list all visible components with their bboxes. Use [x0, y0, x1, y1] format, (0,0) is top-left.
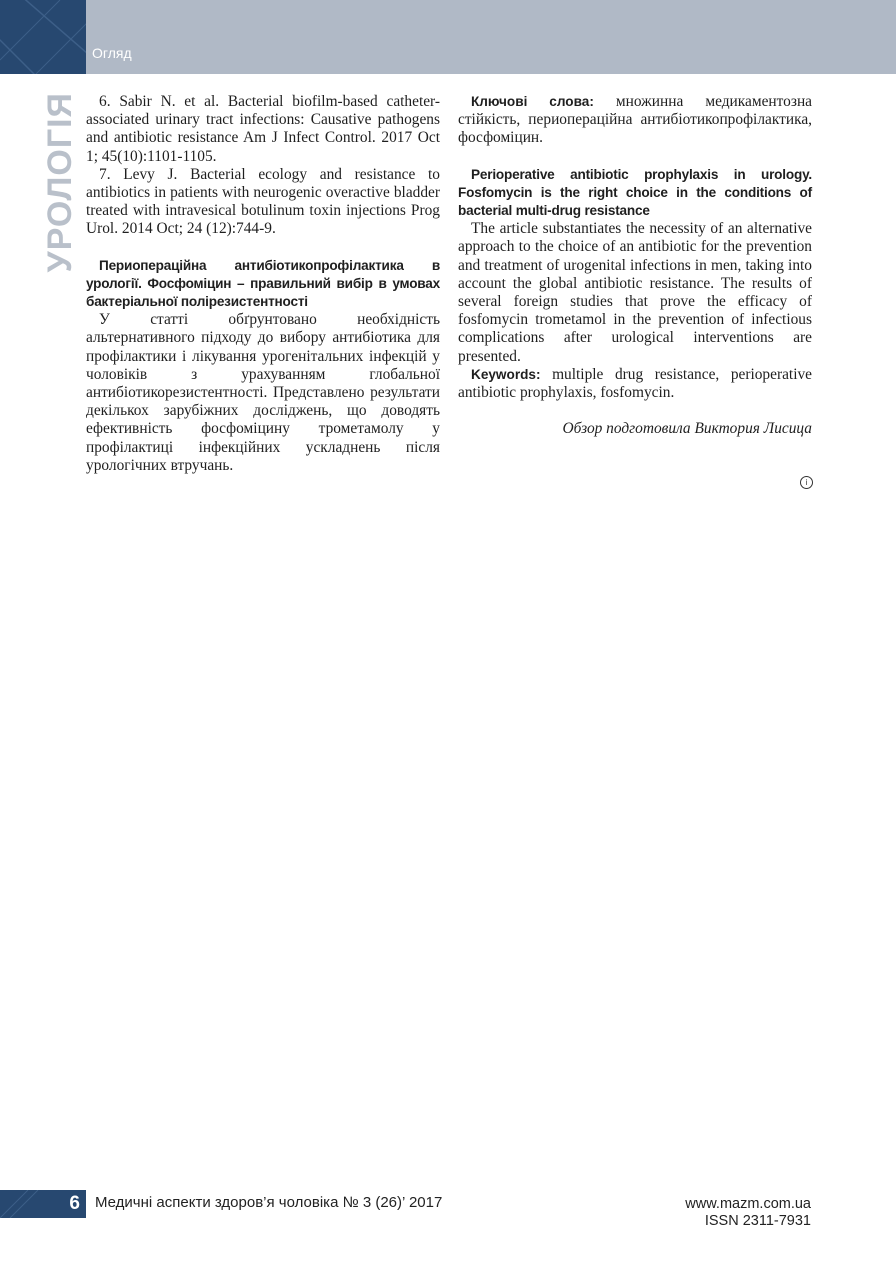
article-end-icon: i — [800, 476, 813, 489]
issn: ISSN 2311-7931 — [704, 1213, 811, 1229]
reference-item: 7. Levy J. Bacterial ecology and resistance to antibiotics in patients with neurogenic overactive bladder treated with intravesical botulinum toxin injections Prog Urol. 2014 Oct; 24 (12):744-9. — [86, 165, 440, 238]
en-keywords-label: Keywords: — [471, 366, 541, 382]
author-signature: Обзор подготовила Виктория Лисица — [562, 420, 812, 438]
side-section-title — [41, 92, 79, 292]
corner-lines-graphic — [0, 0, 86, 74]
journal-title: Медичні аспекти здоров’я чоловіка № 3 (26)’ 2017 — [95, 1194, 443, 1211]
ua-abstract: У статті обґрунтовано необхідність альтернативного підходу до вибору антибіотика для профілактики і лікування урогенітальних інфекцій у чоловіків з урахуванням глобальної антибіотикорезистентності. Представлено результати декількох зарубіжних досліджень, що доводять ефективність фосфоміцину трометамолу у профілактиці інфекційних ускладнень після урологічних втручань. — [86, 311, 440, 474]
footer-page-tab — [0, 1190, 86, 1218]
en-article-title: Perioperative antibiotic prophylaxis in urology. Fosfomycin is the right choice in the conditions of bacterial multi-drug resistance — [458, 166, 812, 219]
en-keywords-text: multiple drug resistance, perioperative antibiotic prophylaxis, fosfomycin. — [458, 365, 812, 402]
website-link[interactable]: www.mazm.com.ua — [685, 1196, 811, 1212]
header-bar — [0, 0, 896, 74]
ua-article-title: Периопераційна антибіотикопрофілактика в урології. Фосфоміцин – правильний вибір в умовах бактеріальної полірезистентності — [86, 257, 440, 310]
ua-keywords — [458, 93, 812, 148]
en-abstract: The article substantiates the necessity of an alternative approach to the choice of an antibiotic for the prevention and treatment of urogenital infections in men, taking into account the global antibiotic resistance. The results of several foreign studies that prove the efficacy of fosfomycin trometamol in the prevention of infectious complications after urological interventions are presented. — [458, 220, 812, 365]
section-label: Огляд — [92, 45, 132, 61]
corner-decoration — [0, 0, 86, 74]
side-title-text: УРОЛОГІЯ — [41, 92, 79, 273]
footer-info — [685, 1196, 811, 1230]
en-keywords — [458, 366, 812, 402]
ua-keywords-text: множинна медикаментозна стійкість, периопераційна антибіотикопрофілактика, фосфоміцин. — [458, 93, 813, 147]
left-column — [86, 93, 440, 475]
page-number: 6 — [69, 1193, 80, 1214]
ua-keywords-label: Ключові слова: — [471, 94, 594, 109]
right-column — [458, 93, 812, 438]
reference-item: 6. Sabir N. et al. Bacterial biofilm-based catheter-associated urinary tract infections: Causative pathogens and antibiotic resistance Am J Infect Control. 2017 Oct 1; 45(10):1101-1105. — [86, 93, 440, 165]
